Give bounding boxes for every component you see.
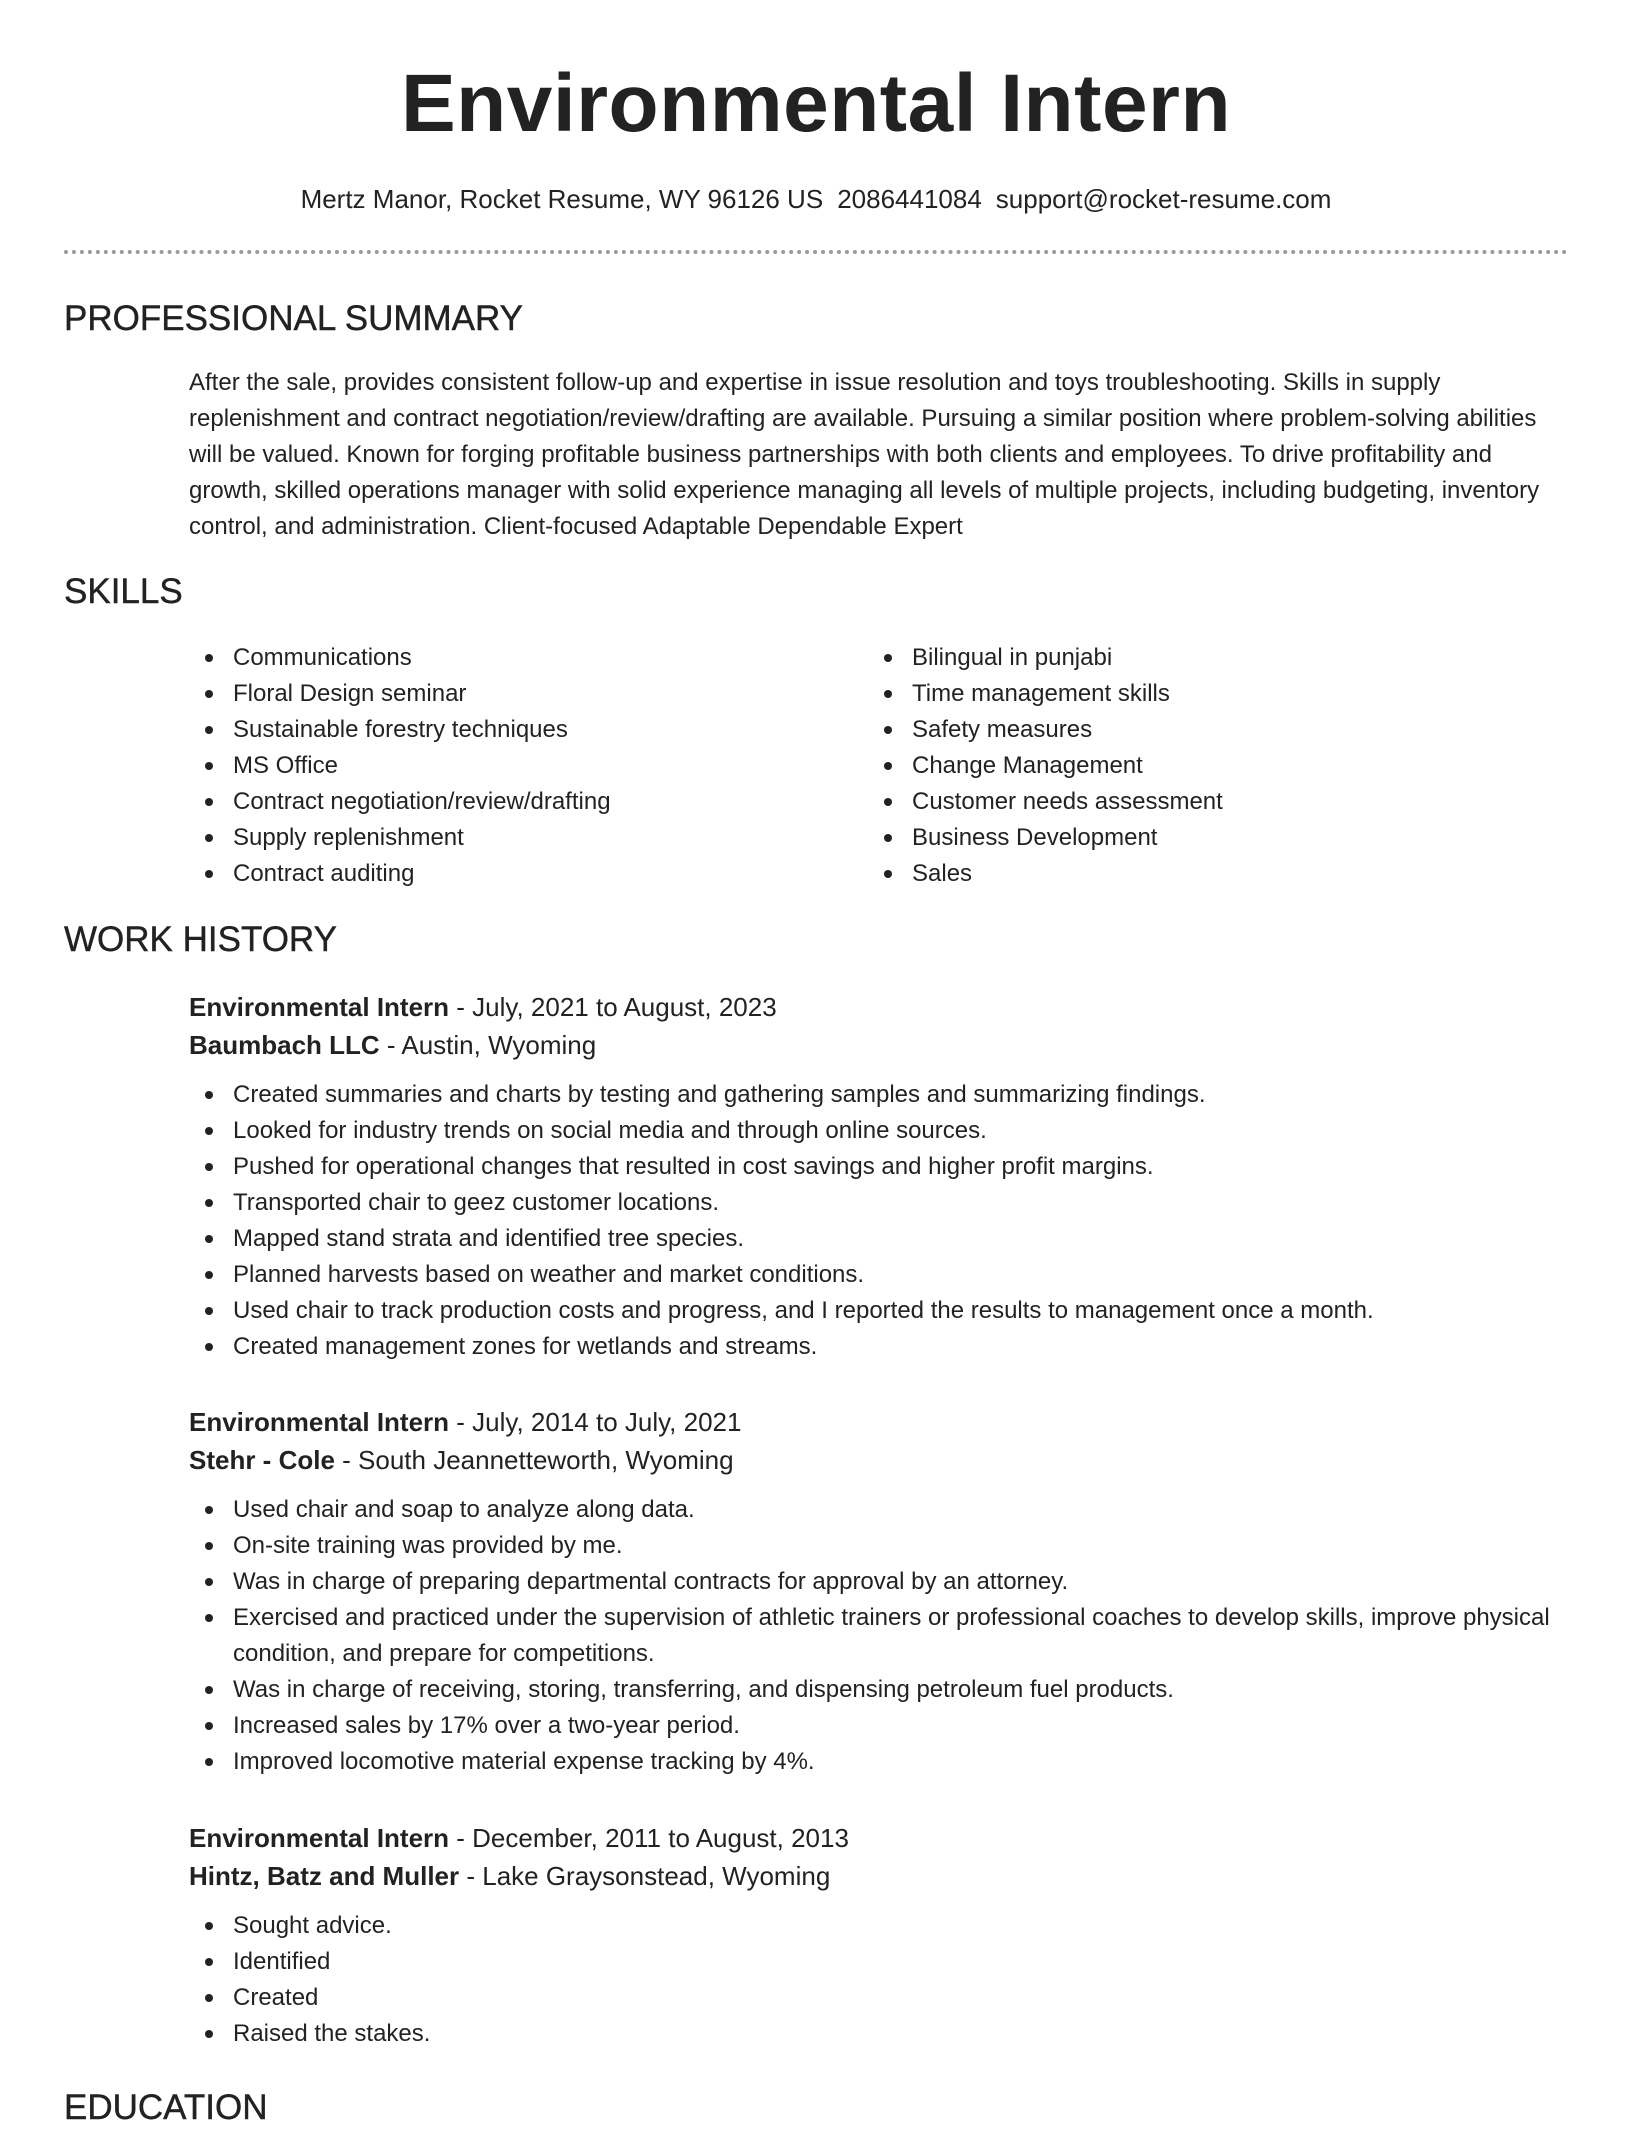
job-company-line <box>189 1857 1569 1895</box>
job-dates: - July, 2014 to July, 2021 <box>449 1407 742 1437</box>
job-entry <box>189 1819 1569 2052</box>
job-bullet: Identified <box>189 1944 1569 1980</box>
section-title-summary: PROFESSIONAL SUMMARY <box>64 299 523 338</box>
job-entry <box>189 988 1569 1365</box>
contact-email: support@rocket-resume.com <box>995 184 1332 214</box>
skill-item: Contract negotiation/review/drafting <box>189 784 829 820</box>
job-bullet: Was in charge of preparing departmental contracts for approval by an attorney. <box>189 1564 1569 1600</box>
job-company: Baumbach LLC <box>189 1030 380 1060</box>
skill-item: Floral Design seminar <box>189 676 829 712</box>
job-role: Environmental Intern <box>189 992 450 1022</box>
job-location: - Lake Graysonstead, Wyoming <box>459 1861 831 1891</box>
skill-item: Contract auditing <box>189 856 829 892</box>
job-bullet: Used chair to track production costs and progress, and I reported the results to management once a month. <box>189 1293 1569 1329</box>
job-role-line <box>189 988 1569 1026</box>
skill-item: Supply replenishment <box>189 820 829 856</box>
job-bullet: Increased sales by 17% over a two-year period. <box>189 1708 1569 1744</box>
job-role-line <box>189 1403 1569 1441</box>
skills-column-right <box>868 640 1548 892</box>
job-bullet: Transported chair to geez customer locations. <box>189 1185 1569 1221</box>
job-bullet: Improved locomotive material expense tracking by 4%. <box>189 1744 1569 1780</box>
summary-text: After the sale, provides consistent follow-up and expertise in issue resolution and toys troubleshooting. Skills in supply replenishment and contract negotiation/review/drafting are available. Pursuing a similar position where problem-solving abilities will be valued. Known for forging profitable business partnerships with both clients and employees. To drive profitability and growth, skilled operations manager with solid experience managing all levels of multiple projects, including budgeting, inventory control, and administration. Client-focused Adaptable Dependable Expert <box>189 369 1540 540</box>
job-bullet: Created management zones for wetlands and streams. <box>189 1329 1569 1365</box>
skill-item: Time management skills <box>868 676 1548 712</box>
job-bullet: Looked for industry trends on social media and through online sources. <box>189 1113 1569 1149</box>
job-role-line <box>189 1819 1569 1857</box>
contact-address: Mertz Manor, Rocket Resume, WY 96126 US <box>300 184 824 214</box>
section-title-education: EDUCATION <box>64 2088 268 2127</box>
skill-item: MS Office <box>189 748 829 784</box>
contact-phone: 2086441084 <box>837 184 982 214</box>
job-bullet: Used chair and soap to analyze along data. <box>189 1492 1569 1528</box>
job-bullet: Was in charge of receiving, storing, transferring, and dispensing petroleum fuel products. <box>189 1672 1569 1708</box>
job-location: - South Jeannetteworth, Wyoming <box>334 1445 734 1475</box>
job-bullet: Raised the stakes. <box>189 2016 1569 2052</box>
skill-item: Communications <box>189 640 829 676</box>
job-bullet: Mapped stand strata and identified tree species. <box>189 1221 1569 1257</box>
job-dates: - December, 2011 to August, 2013 <box>449 1823 849 1853</box>
job-company-line <box>189 1026 1569 1064</box>
job-bullet: Created summaries and charts by testing and gathering samples and summarizing findings. <box>189 1077 1569 1113</box>
job-bullet: Created <box>189 1980 1569 2016</box>
job-bullet: Pushed for operational changes that resulted in cost savings and higher profit margins. <box>189 1149 1569 1185</box>
job-dates: - July, 2021 to August, 2023 <box>449 992 777 1022</box>
header-divider <box>64 250 1568 254</box>
skill-item: Customer needs assessment <box>868 784 1548 820</box>
skill-item: Safety measures <box>868 712 1548 748</box>
candidate-name: Environmental Intern <box>400 58 1232 149</box>
job-role: Environmental Intern <box>189 1407 450 1437</box>
job-company-line <box>189 1441 1569 1479</box>
contact-info <box>0 181 1632 217</box>
job-location: - Austin, Wyoming <box>379 1030 597 1060</box>
skill-item: Bilingual in punjabi <box>868 640 1548 676</box>
skill-item: Change Management <box>868 748 1548 784</box>
skill-item: Sales <box>868 856 1548 892</box>
job-bullet: On-site training was provided by me. <box>189 1528 1569 1564</box>
job-bullet: Sought advice. <box>189 1908 1569 1944</box>
section-title-work-history: WORK HISTORY <box>64 920 337 959</box>
job-bullet: Exercised and practiced under the supervision of athletic trainers or professional coaches to develop skills, improve physical condition, and prepare for competitions. <box>189 1600 1569 1672</box>
skill-item: Sustainable forestry techniques <box>189 712 829 748</box>
job-bullet: Planned harvests based on weather and market conditions. <box>189 1257 1569 1293</box>
job-company: Hintz, Batz and Muller <box>189 1861 460 1891</box>
job-role: Environmental Intern <box>189 1823 450 1853</box>
skills-column-left <box>189 640 829 892</box>
section-title-skills: SKILLS <box>64 572 183 611</box>
skill-item: Business Development <box>868 820 1548 856</box>
job-company: Stehr - Cole <box>189 1445 335 1475</box>
job-entry <box>189 1403 1569 1780</box>
